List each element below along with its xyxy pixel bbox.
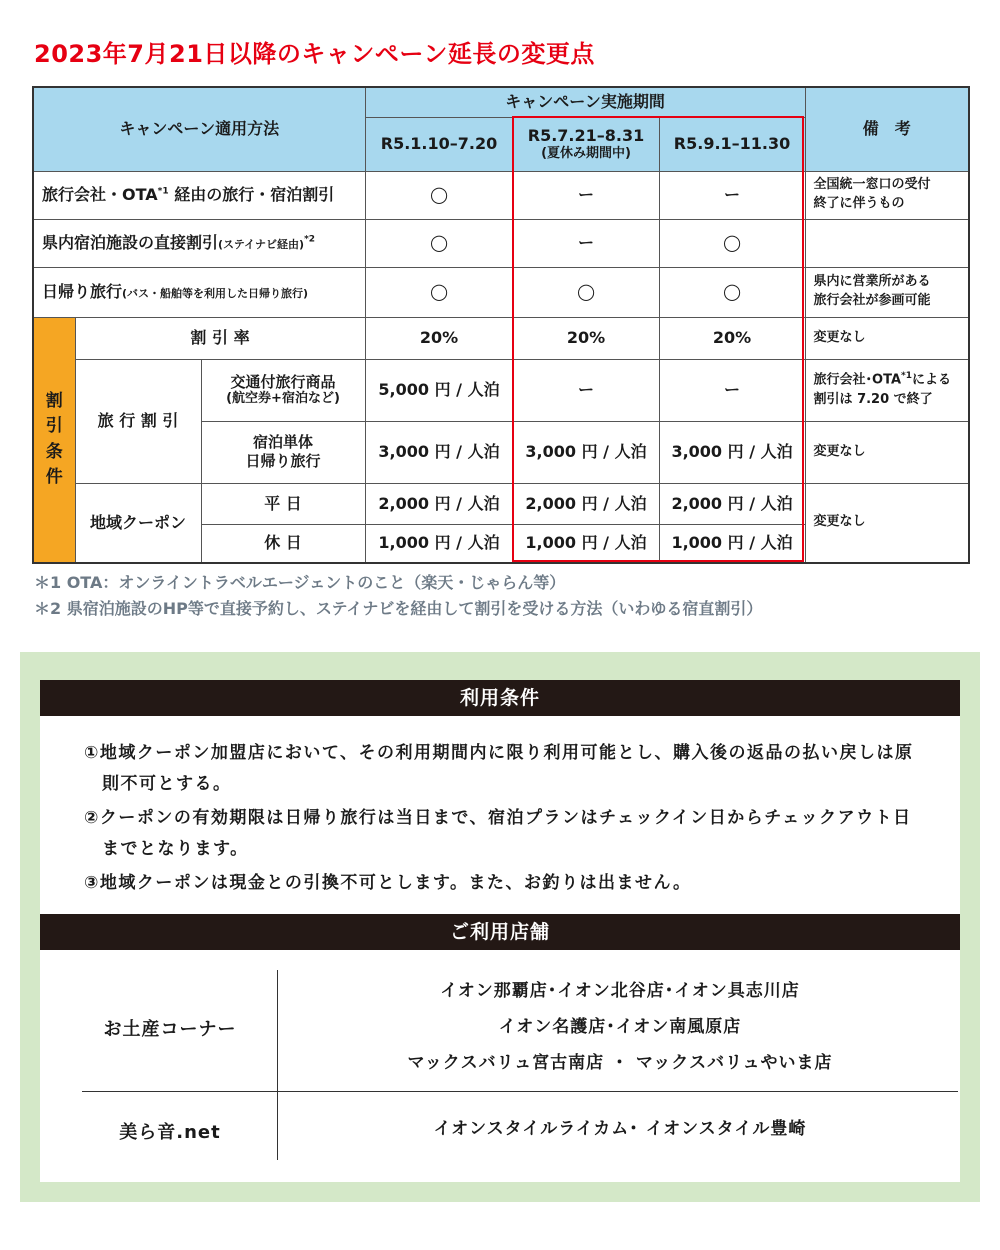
footnote-ref: *1 (901, 371, 912, 382)
mark-dash: ー (659, 359, 805, 421)
list-item: ①地域クーポン加盟店において、その利用期間内に限り利用可能とし、購入後の返品の払い戻しは原則不可とする。 (84, 743, 914, 794)
period-1: R5.1.10–7.20 (365, 117, 513, 171)
conditions-list (84, 738, 924, 902)
rate-value: 20% (513, 317, 659, 359)
weekday-label: 平 日 (201, 483, 365, 524)
weekday-value: 2,000 円 / 人泊 (513, 483, 659, 524)
store-line: マックスバリュ宮古南店 ・ マックスバリュやいま店 (407, 1053, 833, 1073)
row-label-ota (33, 171, 365, 219)
mark-circle: ◯ (659, 219, 805, 267)
rate-label: 割 引 率 (75, 317, 365, 359)
remark-line: 県内に営業所がある (813, 274, 931, 290)
stay-value: 3,000 円 / 人泊 (513, 421, 659, 483)
row-label-daytrip (33, 267, 365, 317)
store-line: イオン那覇店･イオン北谷店･イオン具志川店 (440, 981, 800, 1001)
coupon-label: 地域クーポン (75, 483, 201, 563)
stay-value: 3,000 円 / 人泊 (365, 421, 513, 483)
stay-label (201, 421, 365, 483)
cond-char: 件 (45, 467, 63, 488)
row-label-ota-a: 旅行会社・OTA (42, 185, 158, 204)
remark-ota (805, 171, 969, 219)
mark-circle: ◯ (513, 267, 659, 317)
footnote-1: ＊1 OTA：オンライントラベルエージェントのこと（楽天・じゃらん等） (34, 573, 566, 592)
list-item: ③地域クーポンは現金との引換不可とします。また、お釣りは出ません。 (84, 873, 692, 893)
remark-coupon: 変更なし (805, 483, 969, 563)
remark-line: 割引は 7.20 で終了 (813, 391, 933, 407)
weekday-value: 2,000 円 / 人泊 (365, 483, 513, 524)
store-group-label: 美ら音.net (119, 1122, 221, 1143)
table-row (33, 219, 969, 267)
footnote-2: ＊2 県宿泊施設のHP等で直接予約し、ステイナビを経由して割引を受ける方法（いわゆる宿直割引） (34, 598, 763, 618)
weekday-value: 2,000 円 / 人泊 (659, 483, 805, 524)
info-panel (40, 680, 960, 1182)
list-item: ②クーポンの有効期限は日帰り旅行は当日まで、宿泊プランはチェックイン日からチェックアウト日までとなります。 (84, 808, 912, 859)
remark-package (805, 359, 969, 421)
cond-char: 条 (45, 441, 63, 462)
row-label-direct (33, 219, 365, 267)
row-label-direct-a: 県内宿泊施設の直接割引 (42, 233, 219, 252)
holiday-label: 休 日 (201, 524, 365, 563)
row-label-direct-sub: (ステイナビ経由) (218, 238, 305, 251)
cond-char: 割 (45, 390, 63, 411)
travel-discount-label: 旅 行 割 引 (75, 359, 201, 483)
row-label-ota-b: 経由の旅行・宿泊割引 (174, 185, 335, 204)
table-row (33, 483, 969, 524)
package-label-1: 交通付旅行商品 (230, 372, 336, 391)
stay-label-1: 宿泊単体 (253, 433, 314, 452)
store-line: イオンスタイルライカム･ イオンスタイル豊崎 (433, 1119, 807, 1139)
mark-circle: ◯ (365, 267, 513, 317)
table-row (33, 171, 969, 219)
rate-value: 20% (365, 317, 513, 359)
header-method: キャンペーン適用方法 (33, 87, 365, 171)
period-2 (513, 117, 659, 171)
remark-rate: 変更なし (805, 317, 969, 359)
table-row (33, 359, 969, 421)
store-line: イオン名護店･イオン南風原店 (498, 1017, 742, 1037)
remark-line: 全国統一窓口の受付 (813, 177, 931, 193)
mark-dash: ー (513, 219, 659, 267)
period-2-sub: (夏休み期間中) (541, 145, 631, 161)
page-title: 2023年7月21日以降のキャンペーン延長の変更点 (34, 40, 595, 68)
stay-value: 3,000 円 / 人泊 (659, 421, 805, 483)
remark-daytrip (805, 267, 969, 317)
conditions-title: 利用条件 (40, 680, 960, 716)
package-value: 5,000 円 / 人泊 (365, 359, 513, 421)
stay-label-2: 日帰り旅行 (245, 452, 321, 470)
footnote-ref: *1 (157, 186, 169, 197)
remark-line: 旅行会社が参画可能 (813, 293, 931, 308)
mark-dash: ー (513, 359, 659, 421)
package-label (201, 359, 365, 421)
header-remarks: 備 考 (805, 87, 969, 171)
header-period: キャンペーン実施期間 (365, 87, 805, 117)
footnote-ref: *2 (304, 234, 316, 245)
remark-text: による (912, 372, 952, 388)
remark-empty (805, 219, 969, 267)
campaign-table-wrap (32, 86, 968, 564)
holiday-value: 1,000 円 / 人泊 (513, 524, 659, 563)
cond-char: 引 (45, 416, 63, 437)
footnotes (34, 570, 762, 621)
stores-title: ご利用店舗 (40, 914, 960, 950)
mark-circle: ◯ (659, 267, 805, 317)
package-label-2: (航空券+宿泊など) (226, 391, 340, 407)
discount-conditions-label (33, 317, 75, 563)
store-group-label: お土産コーナー (103, 1019, 237, 1040)
holiday-value: 1,000 円 / 人泊 (365, 524, 513, 563)
info-section (20, 652, 980, 1202)
remark-text: 旅行会社･OTA (813, 372, 902, 388)
period-3: R5.9.1–11.30 (659, 117, 805, 171)
rate-value: 20% (659, 317, 805, 359)
mark-circle: ◯ (365, 219, 513, 267)
remark-stay: 変更なし (805, 421, 969, 483)
mark-dash: ー (659, 171, 805, 219)
holiday-value: 1,000 円 / 人泊 (659, 524, 805, 563)
table-row (33, 317, 969, 359)
remark-line (814, 370, 965, 390)
table-row (33, 267, 969, 317)
remark-line: 終了に伴うもの (813, 196, 905, 211)
row-label-daytrip-sub: (バス・船舶等を利用した日帰り旅行) (122, 287, 309, 300)
divider (82, 1091, 958, 1092)
campaign-table (32, 86, 970, 564)
store-group-list (280, 973, 960, 1081)
period-2-range: R5.7.21–8.31 (527, 125, 645, 145)
mark-dash: ー (513, 171, 659, 219)
row-label-daytrip-a: 日帰り旅行 (42, 282, 123, 301)
divider (277, 970, 278, 1160)
mark-circle: ◯ (365, 171, 513, 219)
